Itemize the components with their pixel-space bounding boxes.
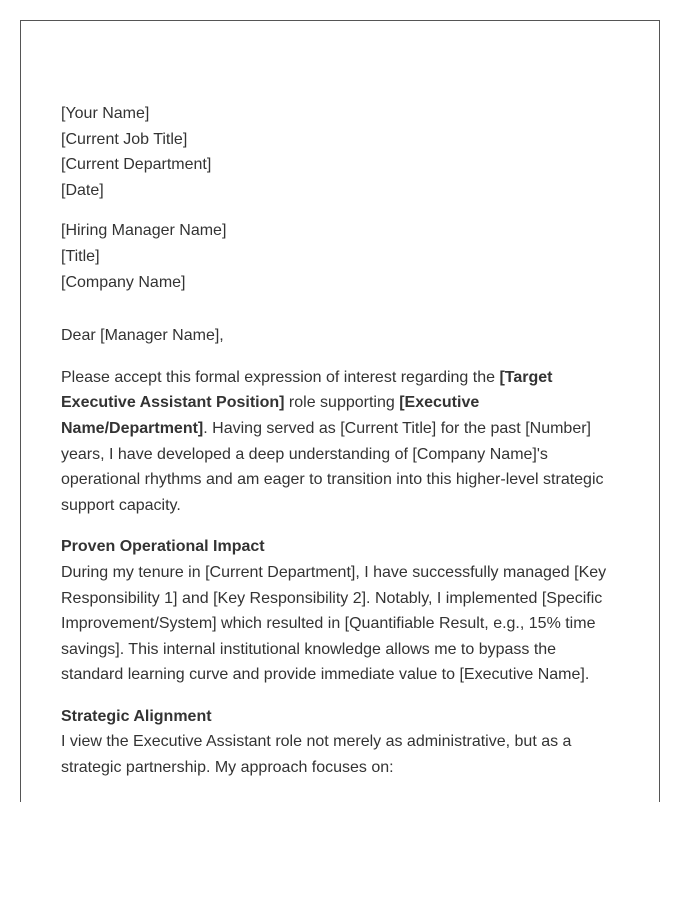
section-body-strategic-alignment: I view the Executive Assistant role not merely as administrative, but as a strategic partnership. My approach focuses on: <box>61 733 572 777</box>
intro-text-2: role supporting <box>284 394 400 412</box>
intro-position-bold: [Target Executive Assistant Position] <box>61 368 553 412</box>
sender-name: [Your Name] <box>61 105 150 122</box>
salutation: Dear [Manager Name], <box>61 327 224 345</box>
letter-page <box>20 20 660 802</box>
recipient-title: [Title] <box>61 247 100 265</box>
section-title-operational-impact: Proven Operational Impact <box>61 538 265 556</box>
intro-text-3: . Having served as [Current Title] for the past [Number] years, I have developed a deep understanding of [Company Name]'s operational rhythms and am eager to transition into this higher-level strategic support capacity. <box>61 419 604 514</box>
letter-content <box>61 101 617 797</box>
sender-department: [Current Department] <box>61 156 212 174</box>
section-operational-impact <box>61 534 617 688</box>
sender-block <box>61 101 617 203</box>
intro-executive-bold: [Executive Name/Department] <box>61 394 480 437</box>
section-title-strategic-alignment: Strategic Alignment <box>61 707 212 725</box>
recipient-name: [Hiring Manager Name] <box>61 222 227 240</box>
sender-job-title: [Current Job Title] <box>61 130 188 148</box>
section-body-operational-impact: During my tenure in [Current Department], I have successfully managed [Key Responsibility 1] and [Key Responsibility 2]. Notably, I implemented [Specific Improvement/System] which resulted in [Quantifiable Result, e.g., 15% time savings]. This internal institutional knowledge allows me to bypass the standard learning curve and provide immediate value to [Executive Name]. <box>61 563 607 684</box>
section-strategic-alignment <box>61 704 617 781</box>
letter-date: [Date] <box>61 181 104 199</box>
intro-paragraph <box>61 365 617 519</box>
recipient-block <box>61 218 617 295</box>
intro-text-1: Please accept this formal expression of interest regarding the <box>61 368 500 386</box>
recipient-company: [Company Name] <box>61 273 186 291</box>
